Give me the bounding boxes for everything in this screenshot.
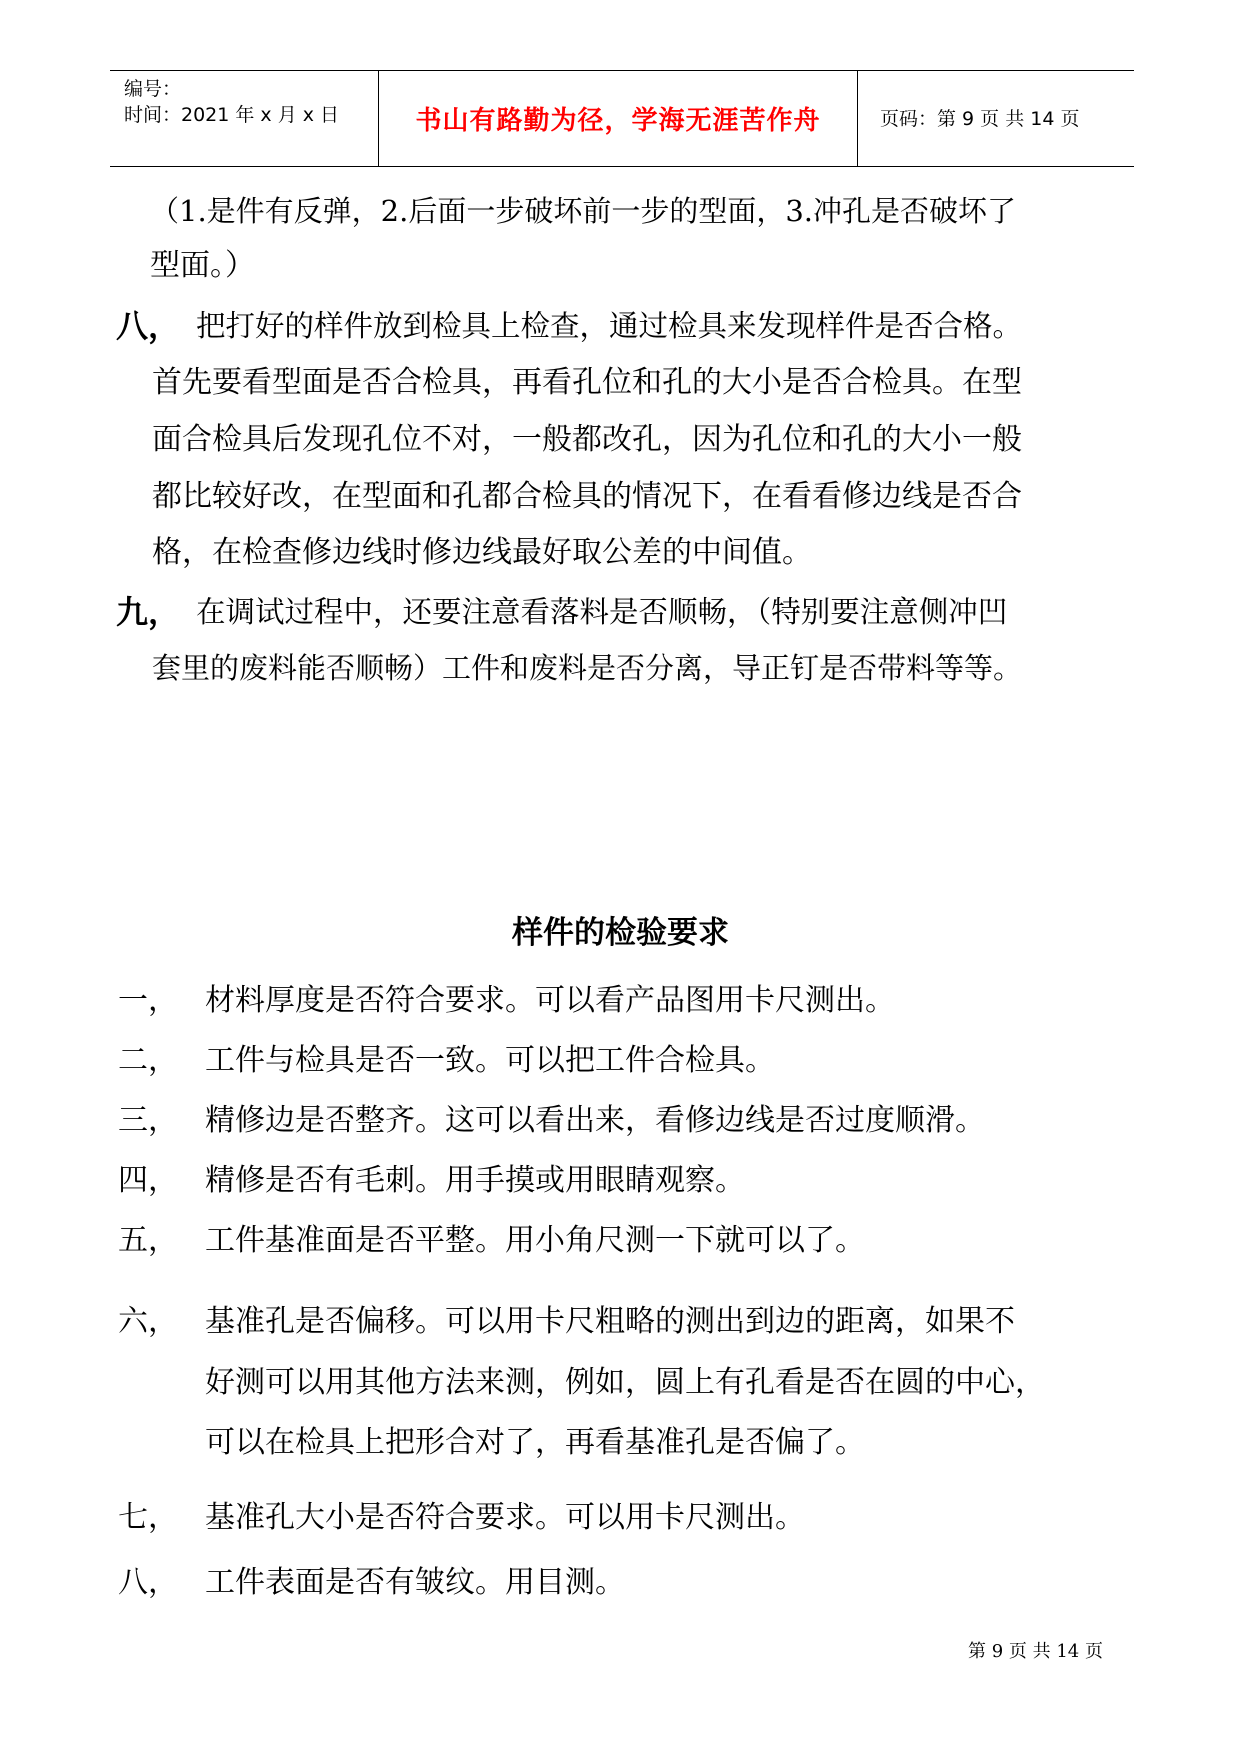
item-8-marker: 八， [116,307,181,345]
intro-line-2: 型面。） [150,248,255,283]
check-7-marker: 七， [118,1500,178,1535]
page-header [110,70,1134,167]
document-number-label: 编号： [124,78,182,100]
check-6-line-1: 基准孔是否偏移。可以用卡尺粗略的测出到边的距离，如果不 [205,1304,1015,1339]
check-6-line-3: 可以在检具上把形合对了，再看基准孔是否偏了。 [205,1425,865,1460]
header-motto: 书山有路勤为径，学海无涯苦作舟 [415,106,821,136]
item-9-line-1: 在调试过程中，还要注意看落料是否顺畅，（特别要注意侧冲凹 [196,595,1008,629]
check-3-text: 精修边是否整齐。这可以看出来，看修边线是否过度顺滑。 [205,1103,985,1138]
check-6-line-2: 好测可以用其他方法来测，例如，圆上有孔看是否在圆的中心， [205,1365,1045,1400]
check-7-text: 基准孔大小是否符合要求。可以用卡尺测出。 [205,1500,805,1535]
check-2-marker: 二， [118,1043,178,1078]
check-2-text: 工件与检具是否一致。可以把工件合检具。 [205,1043,775,1078]
check-3-marker: 三， [118,1103,178,1138]
check-4-text: 精修是否有毛刺。用手摸或用眼睛观察。 [205,1163,745,1198]
header-page-info: 页码：第 9 页 共 14 页 [880,107,1080,130]
check-4-marker: 四， [118,1163,178,1198]
item-8-line-3: 面合检具后发现孔位不对，一般都改孔，因为孔位和孔的大小一般 [152,422,1022,457]
item-8-line-5: 格，在检查修边线时修边线最好取公差的中间值。 [152,535,812,570]
header-page-cell [858,71,1134,166]
document-date: 时间：2021 年 x 月 x 日 [124,104,340,126]
item-8-line-4: 都比较好改，在型面和孔都合检具的情况下，在看看修边线是否合 [152,479,1022,514]
item-9-line-2: 套里的废料能否顺畅）工件和废料是否分离，导正钉是否带料等等。 [152,651,1023,685]
check-1-marker: 一， [118,983,178,1018]
item-8-line-1: 把打好的样件放到检具上检查，通过检具来发现样件是否合格。 [196,309,1023,343]
header-left-cell [110,71,378,166]
page-footer: 第 9 页 共 14 页 [968,1641,1103,1662]
check-8-marker: 八， [118,1565,178,1600]
header-motto-cell [378,71,858,166]
section-title: 样件的检验要求 [512,915,729,951]
check-5-text: 工件基准面是否平整。用小角尺测一下就可以了。 [205,1223,865,1258]
intro-line-1: （1.是件有反弹，2.后面一步破坏前一步的型面，3.冲孔是否破坏了 [150,194,1017,228]
item-9-marker: 九， [116,593,181,631]
check-5-marker: 五， [118,1223,178,1258]
check-6-marker: 六， [118,1304,178,1339]
check-8-text: 工件表面是否有皱纹。用目测。 [205,1565,625,1600]
check-1-text: 材料厚度是否符合要求。可以看产品图用卡尺测出。 [205,983,895,1018]
item-8-line-2: 首先要看型面是否合检具，再看孔位和孔的大小是否合检具。在型 [152,365,1022,400]
